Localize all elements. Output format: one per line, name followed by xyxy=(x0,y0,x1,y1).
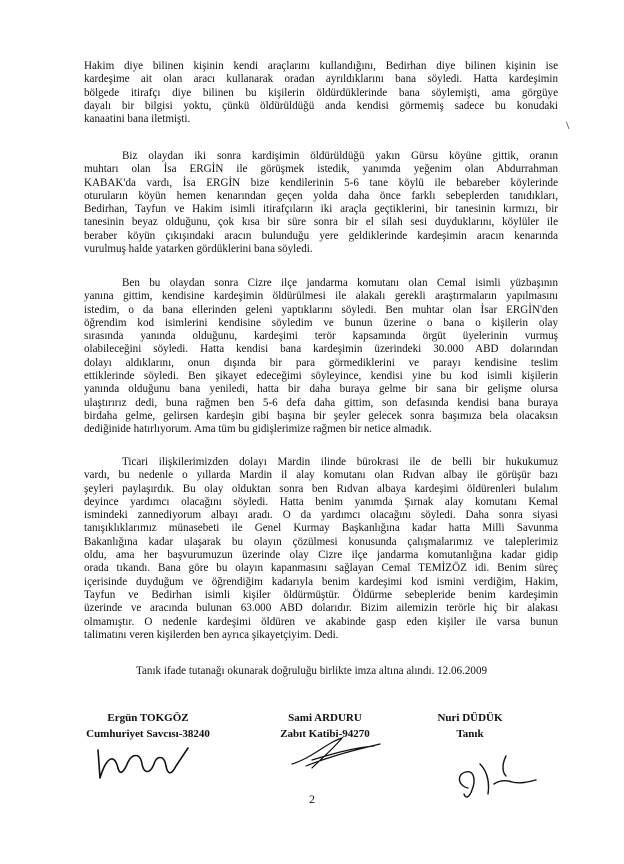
text-line: Bedirhan, Tayfun ve Hakim isimli itirafçıların iki araçla geçtiklerini, bir tanesinin kırmızı, bir xyxy=(84,203,558,216)
paragraph-1 xyxy=(84,60,558,126)
text-line: üzerinde ve aracında bulunan 63.000 ABD dolarıdır. Bizim ailemizin terörle hiç bir alakası xyxy=(84,602,558,615)
text-line: deyince yardımcı olacağını söyledi. Hatta benim yanımda Şırnak alay komutanı Kemal xyxy=(84,495,558,508)
text-line: orada tıkandı. Bana göre bu olayın kapanmasını sağlayan Cemal TEMİZÖZ idi. Benim süreç xyxy=(84,562,558,575)
text-line: olmamıştır. O nedenle kardeşimi öldüren ve akabinde gasp eden kişiler ile varsa bunun xyxy=(84,615,558,628)
text-line: ulaştırırız dedi, buna rağmen ben 5-6 defa daha gittim, son defasında kendisi bana buraya xyxy=(84,396,558,409)
text-line: Biz olaydan iki sonra kardişimin öldürüldüğü yakın Gürsu köyüne gittik, oranın xyxy=(122,150,558,162)
text-line: talimatını veren kişilerden ben ayrıca şikayetçiyim. Dedi. xyxy=(84,628,339,641)
text-line: içerisinde duyduğum ve öğrendiğim kadarıyla benim kardeşimi kod ismini verdiğim, Hakim, xyxy=(84,575,558,588)
text-line: öğrendim kod isimlerini kendisine söyledim ve bunun üzerine o bana o kişilerin olay xyxy=(84,316,558,329)
clerk-name: Sami ARDURU xyxy=(288,712,362,724)
text-line: kanaatini bana iletmişti. xyxy=(84,113,191,126)
text-line: vurulmuş halde yatarken gördüklerini bana söyledi. xyxy=(84,243,313,256)
text-line: Ben bu olaydan sonra Cizre ilçe jandarma komutanı olan Cemal isimli yüzbaşının xyxy=(122,277,558,289)
text-line: ismindeki zannediyorum albayı aradı. O da yardımcı olacağını söyledi. Daha sonra siyasi xyxy=(84,509,558,522)
margin-mark: \ xyxy=(566,118,570,132)
text-line: yanında olduğunu bana yeniledi, hatta bir daha buraya gelme bir sana bir gelişme olursa xyxy=(84,383,558,396)
text-line: yanına gittim, kendisine kardeşimin öldürülmesi ile alakalı gerekli araştırmaların yapılmasını xyxy=(84,290,558,303)
text-line: kardeşime ait olan aracı kullanarak oradan ayrıldıklarını bana söyledi. Hatta kardeşimin xyxy=(84,73,558,86)
text-line: oldu, ama her başvurumuzun üzerinde olay Cizre ilçe jandarma komutanlığına kadar gidip xyxy=(84,549,558,562)
closing-text: Tanık ifade tutanağı okunarak doğruluğu birlikte imza altına alındı. 12.06.2009 xyxy=(136,665,488,677)
text-line: Bakanlığına kadar ulaşarak bu olayın çözülmesi konusunda çalışmalarımız ve taleplerimiz xyxy=(84,535,558,548)
text-line: şeyleri paylaşırdık. Bu olay olduktan sonra ben Rıdvan albaya kardeşimi öldürenleri bulalım xyxy=(84,482,558,495)
text-line: Hakim diye bilinen kişinin kendi araçlarını kullandığını, Bedirhan diye bilinen kişinin ise xyxy=(84,60,558,72)
text-line: KABAK'da vardı, İsa ERGİN bize kendilerinin 5-6 tane köylü ile bebareber köylerinde xyxy=(84,176,558,189)
text-line: istedim, o da bana ellerinden geleni yaptıklarını söyledi. Ben muhtar olan İsar ERGİN'den xyxy=(84,303,558,316)
closing-statement xyxy=(136,665,576,678)
text-line: dolayı aldıklarını, onun dışında bir para görmediklerini ve parayı kendisine teslim xyxy=(84,356,558,369)
prosecutor-signature xyxy=(92,738,202,784)
page-number: 2 xyxy=(309,792,315,806)
paragraph-3 xyxy=(84,277,558,437)
text-line: dayalı bir bilgisi yoktu, çünkü öldürüldüğü anda kendisi görmemiş sadece bu konudaki xyxy=(84,99,558,112)
text-line: Ticari ilişkilerimizden dolayı Mardin ilinde bürokrasi ile de belli bir hukukumuz xyxy=(122,456,558,468)
prosecutor-title: Cumhuriyet Savcısı-38240 xyxy=(86,728,210,740)
text-line: Tayfun ve Bedirhan isimli kişiler öldürmüştür. Öldürme sebepleride benim kardeşimin xyxy=(84,588,558,601)
text-line: dediğinide hatırlıyorum. Ama tüm bu gidişlerimize rağmen bir netice almadık. xyxy=(84,423,432,436)
text-line: olabileceğini söyledi. Hatta kendisi bana kardeşimin üzerindeki 30.000 ABD dolarından xyxy=(84,343,558,356)
clerk-title: Zabıt Katibi-94270 xyxy=(280,728,370,740)
paragraph-2 xyxy=(84,150,558,256)
text-line: bölgede itirafçı diye bilinen bu kişilerin öldürdüklerinde bana söylemişti, ama görgüye xyxy=(84,86,558,99)
witness-name: Nuri DÜDÜK xyxy=(437,712,503,724)
text-line: tanesinin beyaz olduğunu, çok kısa bir süre sonra bir el silah sesi duyduklarını, köylüler ile xyxy=(84,216,558,229)
paragraph-4 xyxy=(84,456,558,642)
prosecutor-name: Ergün TOKGÖZ xyxy=(107,712,189,724)
text-line: tanışıklıklarımız münasebeti ile Genel Kurmay Başkanlığına kadar hatta Milli Savunma xyxy=(84,522,558,535)
clerk-signature xyxy=(282,728,392,772)
witness-title: Tanık xyxy=(456,728,484,740)
text-line: ettiklerinde söyledi. Ben şikayet edeceğimi söyleyince, kendisi yine bu kod isimli kişilerin xyxy=(84,370,558,383)
text-line: beraber köyün çıkışındaki aracın bulunduğu yere geldiklerinde kardeşimin aracın kenarında xyxy=(84,229,558,242)
text-line: oturuların köyün hemen kenarından geçen yolda daha önce farklı sebeplerden tanıdıkları, xyxy=(84,189,558,202)
text-line: muhtarı olan İsa ERGİN ile görüşmek istedik, yanımda yeğenim olan Abdurrahman xyxy=(84,163,558,176)
text-line: birdaha gelme, gelirsen kardeşin gibi başına bir şeyler gelecek sonra başımıza bela olacaksın xyxy=(84,409,558,422)
text-line: vardı, bu nedenle o yıllarda Mardin il alay komutanı olan Rıdvan albay ile görüşür bazı xyxy=(84,469,558,482)
text-line: sırasında yanında olduğunu, kardeşimi terör kapsamında örgüt üyelerinin vurmuş xyxy=(84,330,558,343)
